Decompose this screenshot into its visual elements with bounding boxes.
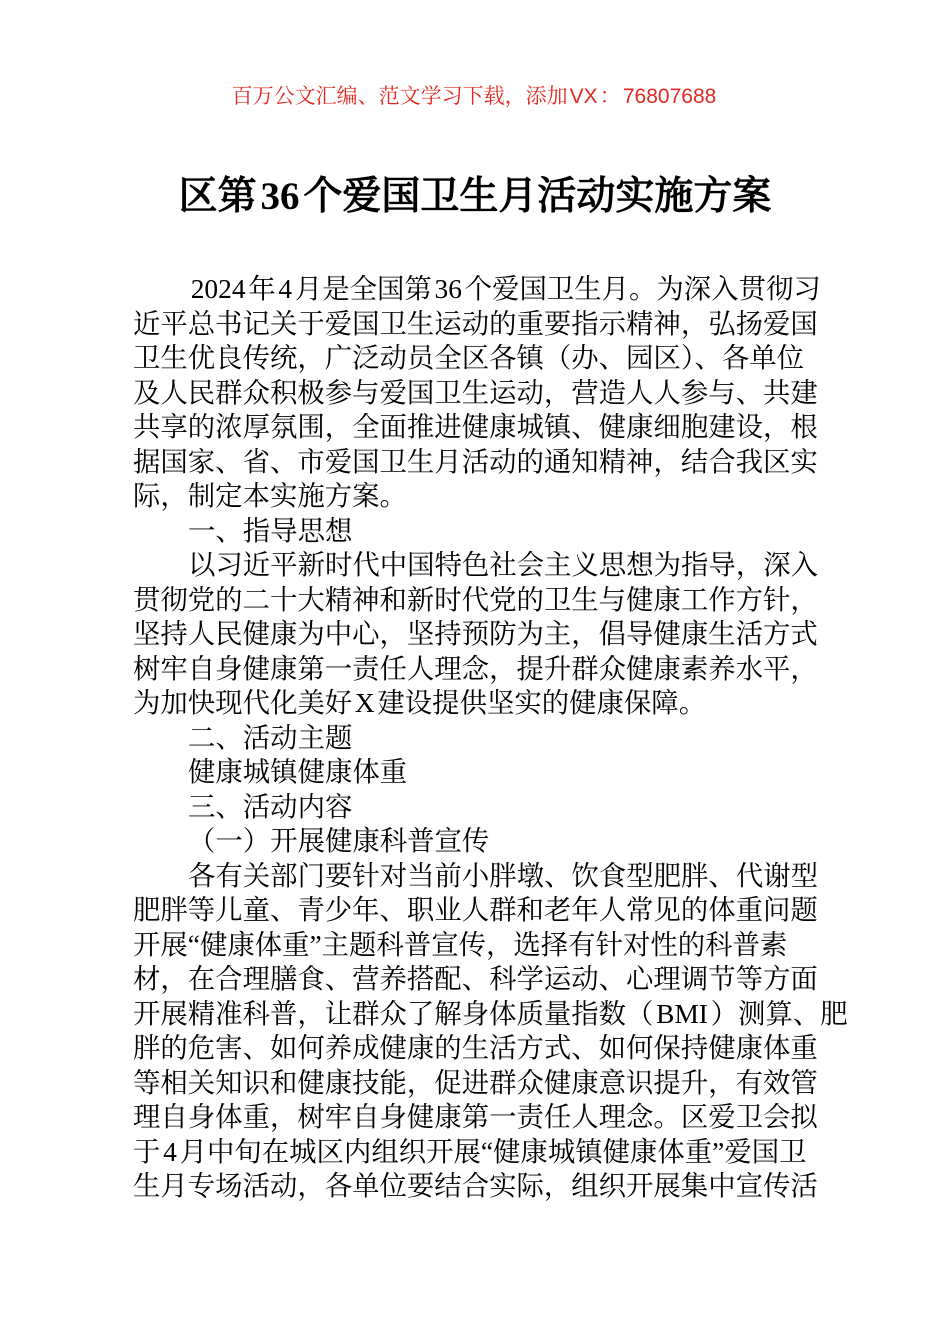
body-line: 理自身体重，树牢自身健康第一责任人理念。区爱卫会拟: [133, 1102, 818, 1132]
body-line: 卫生优良传统，广泛动员全区各镇（办、园区）、各单位: [133, 343, 805, 373]
document-title: 区第36个爱国卫生月活动实施方案: [178, 175, 772, 218]
paragraph-first-line: 各有关部门要针对当前小胖墩、饮食型肥胖、代谢型: [188, 860, 818, 891]
paragraph-first-line: 2024年4月是全国第36个爱国卫生月。为深入贯彻习: [190, 274, 821, 304]
subsection-heading: （一）开展健康科普宣传: [188, 826, 490, 856]
paragraph-first-line: 以习近平新时代中国特色社会主义思想为指导，深入: [188, 550, 818, 580]
body-line: 际，制定本实施方案。: [133, 481, 407, 511]
header-notice: 百万公文汇编、范文学习下载，添加VX：76807688: [231, 85, 717, 108]
body-line: 肥胖等儿童、青少年、职业人群和老年人常见的体重问题: [133, 895, 818, 925]
document-body: [133, 272, 848, 1204]
body-line: 贯彻党的二十大精神和新时代党的卫生与健康工作方针，: [133, 584, 818, 615]
section-heading: 三、活动内容: [188, 791, 353, 822]
body-line: 据国家、省、市爱国卫生月活动的通知精神，结合我区实: [133, 446, 818, 477]
body-line: 共享的浓厚氛围，全面推进健康城镇、健康细胞建设，根: [133, 412, 818, 442]
body-line: 为加快现代化美好X建设提供坚实的健康保障。: [133, 688, 707, 718]
body-line: 胖的危害、如何养成健康的生活方式、如何保持健康体重: [133, 1033, 818, 1063]
section-heading: 一、指导思想: [188, 515, 353, 546]
body-line: 坚持人民健康为中心，坚持预防为主，倡导健康生活方式: [133, 619, 818, 649]
body-line: 于4月中旬在城区内组织开展“健康城镇健康体重”爱国卫: [133, 1136, 807, 1167]
body-line: 等相关知识和健康技能，促进群众健康意识提升，有效管: [133, 1067, 818, 1098]
body-line: 开展“健康体重”主题科普宣传，选择有针对性的科普素: [133, 929, 788, 960]
body-line: 生月专场活动，各单位要结合实际，组织开展集中宣传活: [133, 1171, 818, 1201]
body-line: 树牢自身健康第一责任人理念，提升群众健康素养水平，: [133, 653, 818, 684]
section-heading: 二、活动主题: [188, 722, 353, 753]
body-line: 健康城镇健康体重: [188, 757, 408, 787]
body-line: 材，在合理膳食、营养搭配、科学运动、心理调节等方面: [133, 964, 818, 994]
body-line: 及人民群众积极参与爱国卫生运动，营造人人参与、共建: [133, 377, 818, 408]
body-line: 近平总书记关于爱国卫生运动的重要指示精神，弘扬爱国: [133, 308, 818, 339]
body-line: 开展精准科普，让群众了解身体质量指数（BMI）测算、肥: [133, 998, 848, 1029]
